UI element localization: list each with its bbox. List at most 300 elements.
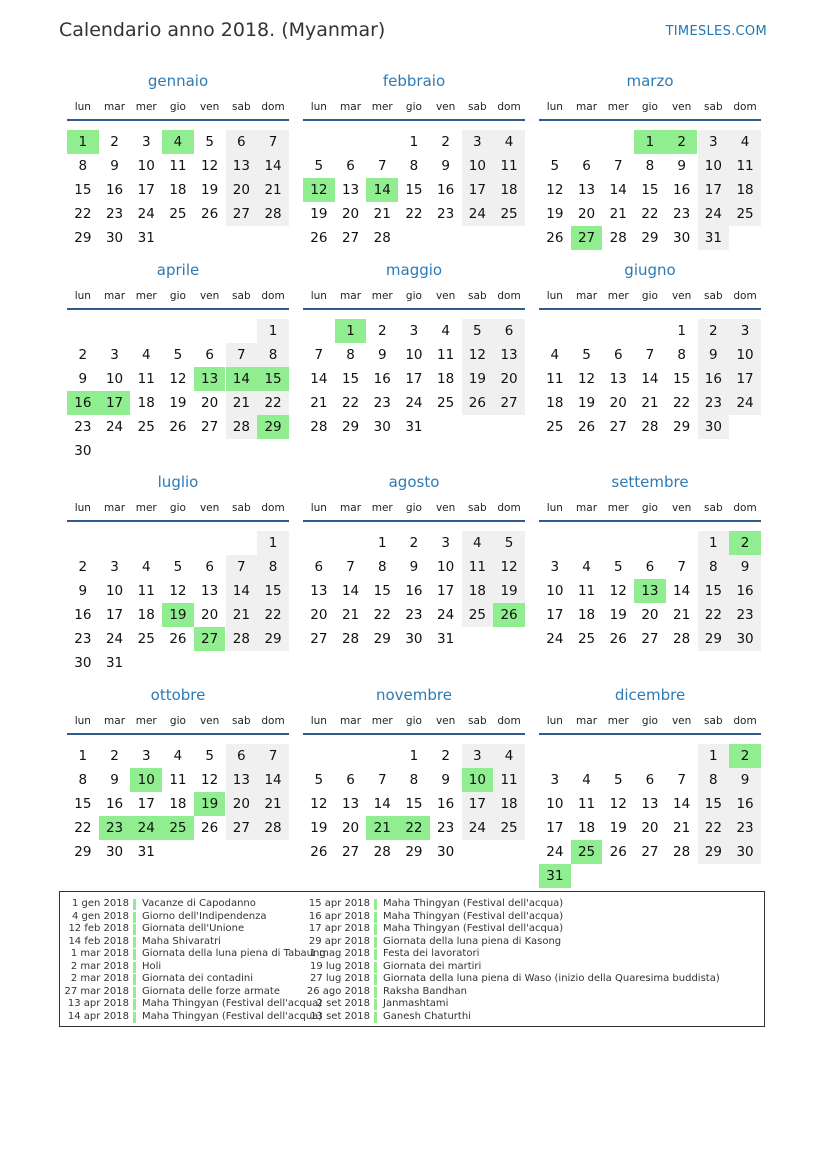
day-cell: 23 xyxy=(437,206,455,222)
day-cell: 30 xyxy=(437,844,455,860)
day-cell: 18 xyxy=(493,178,525,202)
day-cell: 25 xyxy=(137,419,155,435)
weekday-header: sab xyxy=(468,290,487,302)
day-cell: 31 xyxy=(137,230,155,246)
day-cell: 2 xyxy=(441,748,450,764)
day-cell: 19 xyxy=(609,607,627,623)
day-cell: 19 xyxy=(493,579,525,603)
day-cell: 1 xyxy=(78,748,88,764)
day-cell: 14 xyxy=(373,796,391,812)
day-cell: 26 xyxy=(609,844,627,860)
day-cell: 23 xyxy=(105,206,124,222)
day-cell: 29 xyxy=(373,631,391,647)
weekday-header: dom xyxy=(261,715,285,727)
weekday-header: sab xyxy=(704,715,723,727)
day-cell: 4 xyxy=(550,347,560,363)
month-divider xyxy=(303,308,525,310)
weekday-header: dom xyxy=(733,715,757,727)
legend-color-marker xyxy=(133,974,136,985)
day-cell: 29 xyxy=(74,230,92,246)
day-cell: 14 xyxy=(673,583,691,599)
day-cell: 10 xyxy=(546,796,564,812)
day-cell: 18 xyxy=(493,792,525,816)
day-cell: 25 xyxy=(577,631,596,647)
day-cell: 21 xyxy=(226,603,258,627)
legend-holiday-name: Ganesh Chaturthi xyxy=(383,1010,471,1022)
holiday-day-cell: 2 xyxy=(729,531,761,555)
legend-date: 2 set 2018 xyxy=(316,998,370,1009)
day-cell: 15 xyxy=(673,371,691,387)
day-cell: 13 xyxy=(341,182,360,198)
holiday-day-cell: 21 xyxy=(366,816,398,840)
day-cell: 1 xyxy=(677,323,686,339)
day-cell: 24 xyxy=(546,631,564,647)
weekday-header: dom xyxy=(497,715,521,727)
holiday-day-cell: 10 xyxy=(462,768,494,792)
legend-holiday-name: Maha Thingyan (Festival dell'acqua) xyxy=(383,898,564,909)
day-cell: 7 xyxy=(613,158,623,174)
day-cell: 3 xyxy=(550,772,560,788)
day-cell: 9 xyxy=(110,772,119,788)
day-cell: 5 xyxy=(493,531,525,555)
day-cell: 25 xyxy=(137,631,155,647)
month-title: dicembre xyxy=(614,686,686,704)
day-cell: 23 xyxy=(437,820,455,836)
day-cell: 17 xyxy=(546,607,564,623)
day-cell: 22 xyxy=(257,391,289,415)
day-cell: 22 xyxy=(341,395,360,411)
day-cell: 16 xyxy=(105,182,124,198)
day-cell: 4 xyxy=(173,748,183,764)
day-cell: 26 xyxy=(169,419,187,435)
legend-color-marker xyxy=(133,987,136,998)
day-cell: 9 xyxy=(698,343,730,367)
day-cell: 24 xyxy=(105,419,124,435)
day-cell: 26 xyxy=(310,230,328,246)
month-title: settembre xyxy=(611,473,689,491)
legend-holiday-name: Giornata della luna piena di Tabaung xyxy=(142,948,326,959)
day-cell: 4 xyxy=(441,323,450,339)
weekday-header: mer xyxy=(135,715,157,727)
day-cell: 29 xyxy=(698,840,730,864)
legend-date: 27 lug 2018 xyxy=(310,973,370,984)
weekday-header: ven xyxy=(435,101,456,113)
day-cell: 22 xyxy=(405,206,423,222)
weekday-header: mar xyxy=(104,101,126,113)
day-cell: 6 xyxy=(226,744,258,768)
day-cell: 7 xyxy=(377,772,387,788)
weekday-header: lun xyxy=(546,290,563,302)
weekday-header: gio xyxy=(641,502,658,514)
day-cell: 3 xyxy=(141,748,151,764)
day-cell: 20 xyxy=(201,395,219,411)
legend-holiday-name: Maha Shivaratri xyxy=(142,935,221,947)
legend-holiday-name: Maha Thingyan (Festival dell'acqua) xyxy=(142,998,323,1009)
weekday-header: ven xyxy=(671,715,692,727)
day-cell: 22 xyxy=(257,603,289,627)
day-cell: 8 xyxy=(257,343,289,367)
day-cell: 14 xyxy=(226,579,258,603)
day-cell: 5 xyxy=(314,772,324,788)
day-cell: 19 xyxy=(546,206,564,222)
day-cell: 31 xyxy=(405,419,423,435)
month-title: marzo xyxy=(626,72,674,90)
day-cell: 8 xyxy=(698,768,730,792)
day-cell: 14 xyxy=(341,583,360,599)
month-divider xyxy=(67,119,289,121)
day-cell: 29 xyxy=(641,230,659,246)
month-divider xyxy=(539,520,761,522)
day-cell: 30 xyxy=(729,627,761,651)
day-cell: 30 xyxy=(373,419,391,435)
day-cell: 18 xyxy=(437,371,455,387)
day-cell: 8 xyxy=(346,347,355,363)
weekday-header: gio xyxy=(169,290,186,302)
holiday-day-cell: 29 xyxy=(257,415,289,439)
day-cell: 28 xyxy=(673,631,691,647)
month-title: luglio xyxy=(157,473,199,491)
weekday-header: sab xyxy=(232,101,251,113)
holiday-day-cell: 1 xyxy=(335,319,367,343)
day-cell: 21 xyxy=(310,395,328,411)
day-cell: 15 xyxy=(405,182,423,198)
day-cell: 10 xyxy=(405,347,423,363)
day-cell: 7 xyxy=(257,744,289,768)
day-cell: 9 xyxy=(729,768,761,792)
holiday-day-cell: 15 xyxy=(257,367,289,391)
day-cell: 13 xyxy=(493,343,525,367)
day-cell: 17 xyxy=(105,607,124,623)
day-cell: 26 xyxy=(462,391,494,415)
weekday-header: lun xyxy=(74,290,91,302)
weekday-header: mar xyxy=(576,290,598,302)
weekday-header: lun xyxy=(546,502,563,514)
weekday-header: mar xyxy=(340,715,362,727)
legend-date: 26 ago 2018 xyxy=(306,985,370,997)
day-cell: 26 xyxy=(310,844,328,860)
day-cell: 19 xyxy=(577,395,596,411)
day-cell: 21 xyxy=(257,178,289,202)
day-cell: 23 xyxy=(673,206,691,222)
day-cell: 12 xyxy=(169,583,187,599)
legend-holiday-name: Giorno dell'Indipendenza xyxy=(142,910,267,922)
day-cell: 20 xyxy=(341,820,360,836)
day-cell: 23 xyxy=(405,607,423,623)
month-title: aprile xyxy=(156,261,200,279)
holiday-day-cell: 19 xyxy=(162,603,194,627)
legend-color-marker xyxy=(374,999,377,1010)
day-cell: 16 xyxy=(405,583,423,599)
day-cell: 3 xyxy=(462,130,494,154)
weekday-header: gio xyxy=(641,101,658,113)
weekday-header: ven xyxy=(199,101,220,113)
day-cell: 8 xyxy=(257,555,289,579)
day-cell: 3 xyxy=(729,319,761,343)
day-cell: 20 xyxy=(641,607,659,623)
weekday-header: ven xyxy=(435,715,456,727)
day-cell: 26 xyxy=(201,820,219,836)
day-cell: 17 xyxy=(462,178,494,202)
holiday-day-cell: 2 xyxy=(666,130,698,154)
legend-color-marker xyxy=(133,937,136,948)
holiday-day-cell: 13 xyxy=(194,367,226,391)
day-cell: 29 xyxy=(74,844,92,860)
weekday-header: lun xyxy=(310,715,327,727)
day-cell: 10 xyxy=(137,158,155,174)
day-cell: 16 xyxy=(729,792,761,816)
holiday-day-cell: 31 xyxy=(539,864,571,888)
day-cell: 1 xyxy=(409,748,419,764)
day-cell: 16 xyxy=(437,182,455,198)
day-cell: 28 xyxy=(641,419,659,435)
day-cell: 29 xyxy=(698,627,730,651)
legend-holiday-name: Maha Thingyan (Festival dell'acqua) xyxy=(142,1010,323,1022)
page-title: Calendario anno 2018. (Myanmar) xyxy=(59,19,386,41)
legend-color-marker xyxy=(374,912,377,923)
day-cell: 4 xyxy=(462,531,494,555)
day-cell: 6 xyxy=(582,158,591,174)
day-cell: 11 xyxy=(169,772,187,788)
weekday-header: sab xyxy=(468,502,487,514)
day-cell: 3 xyxy=(441,535,450,551)
day-cell: 8 xyxy=(645,158,655,174)
day-cell: 3 xyxy=(141,134,151,150)
legend-holiday-name: Janmashtami xyxy=(383,998,449,1009)
weekday-header: mer xyxy=(607,290,629,302)
weekday-header: mer xyxy=(135,502,157,514)
weekday-header: dom xyxy=(733,290,757,302)
day-cell: 14 xyxy=(641,371,659,387)
legend-color-marker xyxy=(133,924,136,935)
weekday-header: dom xyxy=(497,101,521,113)
day-cell: 6 xyxy=(645,559,655,575)
day-cell: 20 xyxy=(310,607,328,623)
day-cell: 24 xyxy=(405,395,423,411)
day-cell: 7 xyxy=(645,347,655,363)
day-cell: 23 xyxy=(74,419,92,435)
day-cell: 5 xyxy=(613,559,623,575)
weekday-header: mer xyxy=(371,715,393,727)
weekday-header: ven xyxy=(199,502,220,514)
day-cell: 4 xyxy=(493,744,525,768)
day-cell: 11 xyxy=(546,371,564,387)
legend-date: 2 mar 2018 xyxy=(70,973,129,984)
month-title: gennaio xyxy=(147,72,209,90)
day-cell: 1 xyxy=(257,319,289,343)
holiday-day-cell: 26 xyxy=(493,603,525,627)
day-cell: 9 xyxy=(677,158,686,174)
day-cell: 8 xyxy=(677,347,686,363)
day-cell: 24 xyxy=(105,631,124,647)
weekday-header: sab xyxy=(704,290,723,302)
day-cell: 26 xyxy=(169,631,187,647)
day-cell: 14 xyxy=(257,154,289,178)
day-cell: 21 xyxy=(609,206,627,222)
day-cell: 21 xyxy=(257,792,289,816)
legend-date: 16 apr 2018 xyxy=(308,910,370,922)
weekday-header: mar xyxy=(576,502,598,514)
day-cell: 1 xyxy=(409,134,419,150)
day-cell: 11 xyxy=(577,583,596,599)
day-cell: 3 xyxy=(550,559,560,575)
day-cell: 14 xyxy=(673,796,691,812)
day-cell: 12 xyxy=(201,158,219,174)
weekday-header: sab xyxy=(232,715,251,727)
day-cell: 16 xyxy=(673,182,691,198)
day-cell: 20 xyxy=(226,792,258,816)
day-cell: 9 xyxy=(409,559,419,575)
legend-holiday-name: Giornata dei contadini xyxy=(142,973,253,984)
weekday-header: dom xyxy=(261,502,285,514)
day-cell: 25 xyxy=(546,419,564,435)
day-cell: 12 xyxy=(493,555,525,579)
day-cell: 9 xyxy=(441,158,450,174)
month-title: maggio xyxy=(385,261,443,279)
day-cell: 25 xyxy=(169,206,187,222)
day-cell: 12 xyxy=(546,182,564,198)
day-cell: 30 xyxy=(105,230,124,246)
day-cell: 1 xyxy=(698,531,730,555)
holiday-day-cell: 10 xyxy=(130,768,162,792)
holiday-day-cell: 13 xyxy=(634,579,666,603)
day-cell: 26 xyxy=(201,206,219,222)
day-cell: 31 xyxy=(105,655,124,671)
legend-date: 15 apr 2018 xyxy=(308,898,370,909)
day-cell: 14 xyxy=(257,768,289,792)
day-cell: 18 xyxy=(137,607,155,623)
holiday-day-cell: 25 xyxy=(571,840,603,864)
weekday-header: mar xyxy=(340,290,362,302)
day-cell: 27 xyxy=(493,391,525,415)
day-cell: 11 xyxy=(437,347,455,363)
day-cell: 27 xyxy=(226,202,258,226)
holiday-day-cell: 4 xyxy=(162,130,194,154)
day-cell: 8 xyxy=(78,158,88,174)
site-logo[interactable]: TIMESLES.COM xyxy=(665,24,767,39)
day-cell: 6 xyxy=(205,347,214,363)
day-cell: 29 xyxy=(673,419,691,435)
day-cell: 4 xyxy=(141,559,151,575)
day-cell: 12 xyxy=(609,796,627,812)
holiday-day-cell: 14 xyxy=(226,367,258,391)
weekday-header: lun xyxy=(74,715,91,727)
day-cell: 13 xyxy=(226,768,258,792)
weekday-header: ven xyxy=(435,502,456,514)
day-cell: 24 xyxy=(137,206,155,222)
day-cell: 12 xyxy=(169,371,187,387)
day-cell: 22 xyxy=(698,816,730,840)
day-cell: 28 xyxy=(257,202,289,226)
day-cell: 17 xyxy=(462,792,494,816)
legend-date: 4 gen 2018 xyxy=(71,910,129,922)
day-cell: 8 xyxy=(409,158,419,174)
day-cell: 21 xyxy=(226,391,258,415)
day-cell: 5 xyxy=(205,748,214,764)
day-cell: 21 xyxy=(673,607,691,623)
legend-color-marker xyxy=(374,962,377,973)
day-cell: 2 xyxy=(110,134,119,150)
day-cell: 4 xyxy=(141,347,151,363)
day-cell: 24 xyxy=(546,844,564,860)
day-cell: 7 xyxy=(314,347,324,363)
weekday-header: mer xyxy=(371,290,393,302)
day-cell: 5 xyxy=(205,134,214,150)
holiday-day-cell: 17 xyxy=(99,391,131,415)
day-cell: 21 xyxy=(373,206,391,222)
day-cell: 22 xyxy=(698,603,730,627)
day-cell: 26 xyxy=(546,230,564,246)
day-cell: 24 xyxy=(462,816,494,840)
holiday-day-cell: 1 xyxy=(67,130,99,154)
day-cell: 19 xyxy=(201,182,219,198)
legend-color-marker xyxy=(374,949,377,960)
legend-date: 14 feb 2018 xyxy=(68,935,129,947)
day-cell: 10 xyxy=(729,343,761,367)
day-cell: 7 xyxy=(677,772,686,788)
weekday-header: lun xyxy=(546,715,563,727)
holiday-legend xyxy=(59,891,765,1027)
day-cell: 13 xyxy=(577,182,596,198)
day-cell: 4 xyxy=(582,559,591,575)
legend-date: 1 mar 2018 xyxy=(70,948,129,959)
weekday-header: lun xyxy=(546,101,563,113)
day-cell: 15 xyxy=(405,796,423,812)
legend-color-marker xyxy=(133,949,136,960)
holiday-day-cell: 22 xyxy=(398,816,430,840)
legend-date: 29 apr 2018 xyxy=(308,935,370,947)
day-cell: 15 xyxy=(698,579,730,603)
day-cell: 19 xyxy=(169,395,187,411)
day-cell: 25 xyxy=(437,395,455,411)
weekday-header: mer xyxy=(371,101,393,113)
day-cell: 18 xyxy=(577,820,596,836)
legend-holiday-name: Giornata delle forze armate xyxy=(142,985,280,997)
legend-color-marker xyxy=(133,962,136,973)
day-cell: 1 xyxy=(377,535,387,551)
day-cell: 13 xyxy=(641,796,659,812)
weekday-header: ven xyxy=(199,290,220,302)
day-cell: 21 xyxy=(673,820,691,836)
weekday-header: mer xyxy=(371,502,393,514)
day-cell: 17 xyxy=(698,178,730,202)
day-cell: 24 xyxy=(729,391,761,415)
day-cell: 6 xyxy=(314,559,324,575)
legend-date: 12 feb 2018 xyxy=(68,923,129,934)
day-cell: 28 xyxy=(226,415,258,439)
day-cell: 5 xyxy=(173,559,183,575)
day-cell: 17 xyxy=(437,583,455,599)
day-cell: 10 xyxy=(105,371,124,387)
holiday-day-cell: 2 xyxy=(729,744,761,768)
day-cell: 27 xyxy=(310,631,328,647)
day-cell: 27 xyxy=(226,816,258,840)
day-cell: 2 xyxy=(698,319,730,343)
weekday-header: ven xyxy=(199,715,220,727)
day-cell: 7 xyxy=(257,130,289,154)
weekday-header: lun xyxy=(310,290,327,302)
day-cell: 4 xyxy=(493,130,525,154)
weekday-header: gio xyxy=(405,290,422,302)
day-cell: 3 xyxy=(462,744,494,768)
legend-date: 13 set 2018 xyxy=(310,1010,370,1022)
holiday-day-cell: 23 xyxy=(99,816,131,840)
weekday-header: sab xyxy=(468,101,487,113)
day-cell: 9 xyxy=(110,158,119,174)
day-cell: 8 xyxy=(377,559,387,575)
weekday-header: mer xyxy=(607,715,629,727)
day-cell: 30 xyxy=(105,844,124,860)
day-cell: 5 xyxy=(314,158,324,174)
